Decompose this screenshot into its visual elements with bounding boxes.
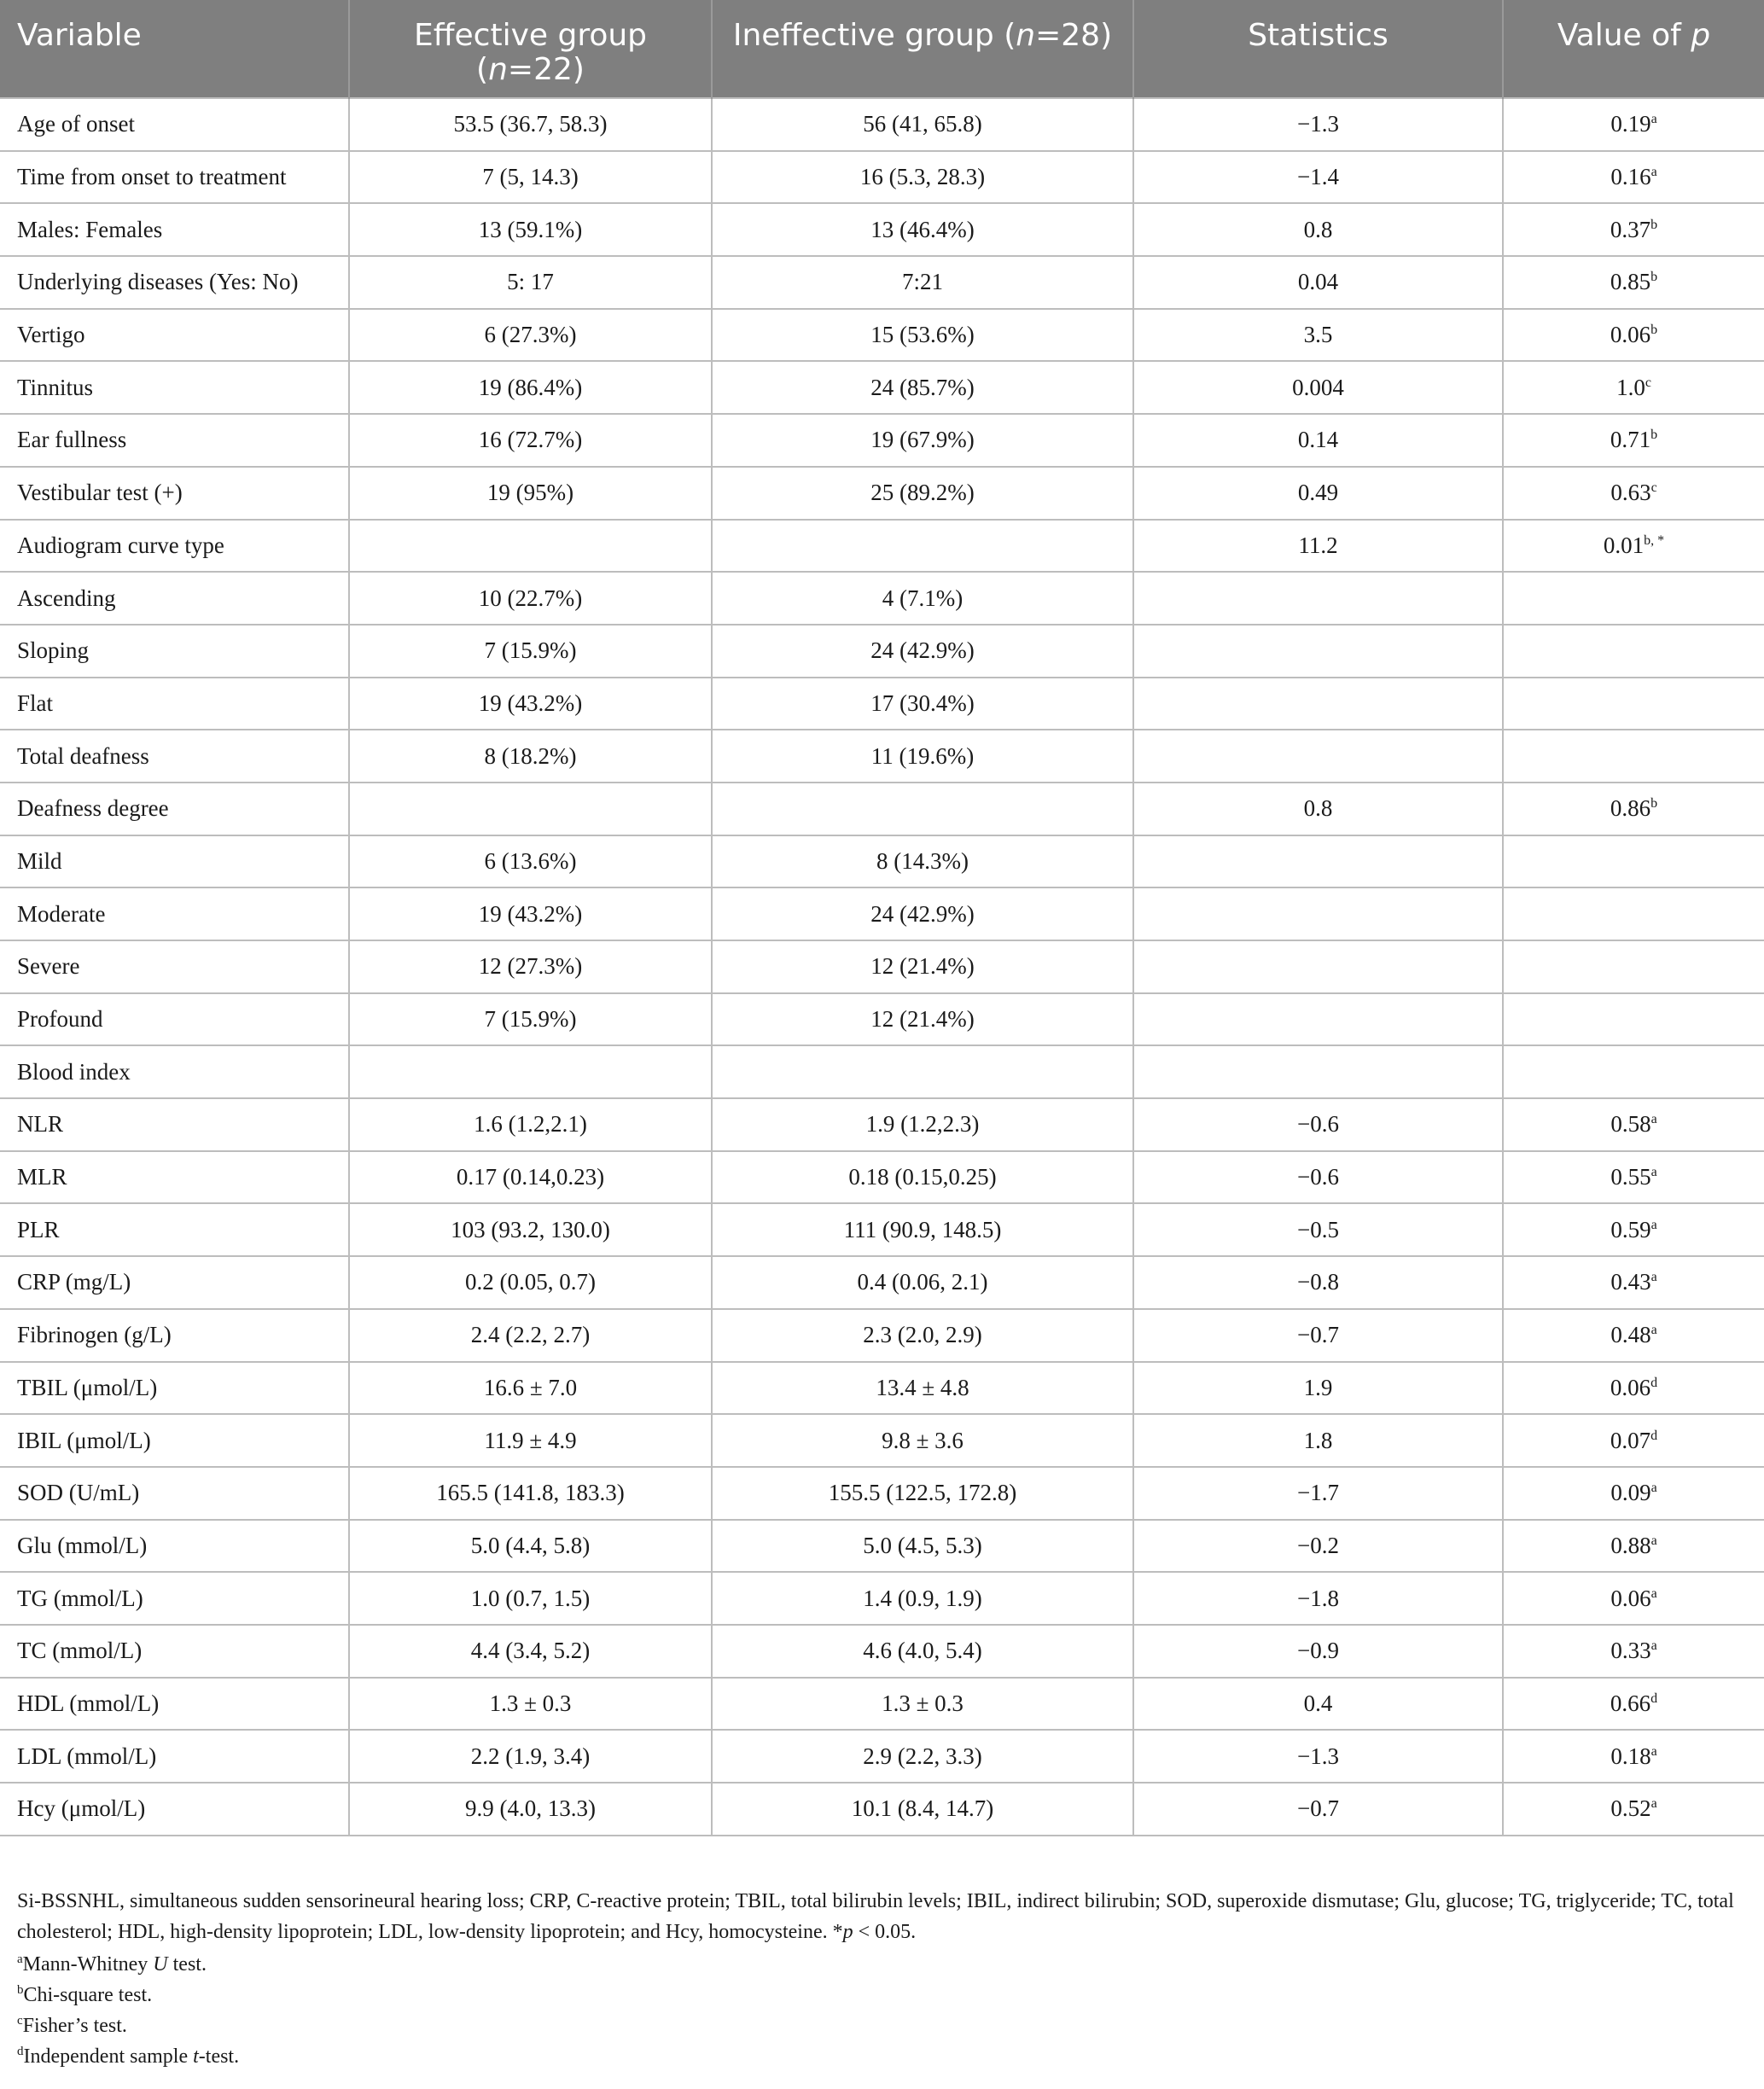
cell-effective: 19 (95%) — [349, 467, 712, 520]
cell-p-value — [1503, 1309, 1764, 1362]
cell-effective: 19 (86.4%) — [349, 361, 712, 414]
cell-effective: 7 (15.9%) — [349, 993, 712, 1046]
cell-variable: Total deafness — [0, 730, 349, 783]
p-value-footnote-mark: a — [1650, 1165, 1657, 1180]
cell-statistics: 0.49 — [1133, 467, 1503, 520]
cell-statistics: −1.3 — [1133, 98, 1503, 151]
cell-ineffective: 25 (89.2%) — [712, 467, 1133, 520]
cell-effective: 13 (59.1%) — [349, 203, 712, 256]
cell-ineffective: 2.9 (2.2, 3.3) — [712, 1730, 1133, 1783]
cell-ineffective: 16 (5.3, 28.3) — [712, 151, 1133, 204]
cell-p-value — [1503, 993, 1764, 1046]
cell-variable: Underlying diseases (Yes: No) — [0, 256, 349, 309]
cell-effective: 1.6 (1.2,2.1) — [349, 1098, 712, 1151]
cell-variable: Profound — [0, 993, 349, 1046]
table-body — [0, 98, 1764, 1836]
cell-variable: Age of onset — [0, 98, 349, 151]
cell-variable: IBIL (μmol/L) — [0, 1414, 349, 1467]
cell-statistics: −0.7 — [1133, 1783, 1503, 1836]
cell-variable: Deafness degree — [0, 783, 349, 835]
cell-p-value — [1503, 1362, 1764, 1415]
p-value-footnote-mark: a — [1650, 1586, 1657, 1601]
cell-p-value — [1503, 1730, 1764, 1783]
header-statistics: Statistics — [1133, 0, 1503, 98]
cell-variable: HDL (mmol/L) — [0, 1678, 349, 1731]
cell-p-value — [1503, 887, 1764, 940]
cell-variable: Severe — [0, 940, 349, 993]
cell-p-value — [1503, 414, 1764, 467]
p-value-footnote-mark: d — [1650, 1428, 1658, 1443]
p-value-footnote-mark: a — [1650, 1323, 1657, 1338]
cell-ineffective: 5.0 (4.5, 5.3) — [712, 1520, 1133, 1573]
cell-ineffective: 15 (53.6%) — [712, 309, 1133, 362]
cell-ineffective: 11 (19.6%) — [712, 730, 1133, 783]
footnote-mark: d — [17, 2045, 24, 2058]
footnote-italic: U — [153, 1953, 168, 1976]
footnote-mark: b — [17, 1983, 24, 1997]
cell-statistics: 1.8 — [1133, 1414, 1503, 1467]
cell-statistics: 11.2 — [1133, 520, 1503, 573]
p-value-text: 0.66 — [1610, 1690, 1651, 1716]
table-row — [0, 1678, 1764, 1731]
header-effective-group: Effective group (n=22) — [349, 0, 712, 98]
table-row — [0, 1362, 1764, 1415]
table-row — [0, 940, 1764, 993]
cell-statistics — [1133, 1045, 1503, 1098]
cell-ineffective: 7:21 — [712, 256, 1133, 309]
cell-statistics: −0.6 — [1133, 1151, 1503, 1204]
cell-ineffective: 24 (85.7%) — [712, 361, 1133, 414]
cell-variable: LDL (mmol/L) — [0, 1730, 349, 1783]
cell-variable: Time from onset to treatment — [0, 151, 349, 204]
cell-ineffective: 12 (21.4%) — [712, 940, 1133, 993]
cell-effective: 2.4 (2.2, 2.7) — [349, 1309, 712, 1362]
table-row — [0, 151, 1764, 204]
cell-ineffective: 13 (46.4%) — [712, 203, 1133, 256]
footnote-text: Independent sample — [23, 2045, 194, 2068]
cell-p-value — [1503, 1572, 1764, 1625]
cell-ineffective: 2.3 (2.0, 2.9) — [712, 1309, 1133, 1362]
table-row — [0, 520, 1764, 573]
footnote-item — [17, 1980, 1741, 2010]
p-value-footnote-mark: a — [1650, 1112, 1657, 1127]
header-p-value: Value of p — [1503, 0, 1764, 98]
cell-statistics: 3.5 — [1133, 309, 1503, 362]
cell-ineffective: 1.3 ± 0.3 — [712, 1678, 1133, 1731]
cell-ineffective: 24 (42.9%) — [712, 625, 1133, 678]
cell-ineffective: 19 (67.9%) — [712, 414, 1133, 467]
cell-ineffective: 24 (42.9%) — [712, 887, 1133, 940]
cell-variable: Sloping — [0, 625, 349, 678]
header-ineffective-group: Ineffective group (n=28) — [712, 0, 1133, 98]
cell-p-value — [1503, 1783, 1764, 1836]
footnote-text-end: -test. — [198, 2045, 240, 2068]
cell-p-value — [1503, 940, 1764, 993]
cell-variable: Mild — [0, 835, 349, 888]
cell-statistics: 0.4 — [1133, 1678, 1503, 1731]
footnote-text: Chi-square test. — [23, 1984, 153, 2006]
p-value-footnote-mark: d — [1650, 1690, 1658, 1706]
cell-p-value — [1503, 783, 1764, 835]
cell-ineffective: 12 (21.4%) — [712, 993, 1133, 1046]
footnote-text: Fisher’s test. — [22, 2015, 127, 2037]
p-value-text: 0.06 — [1610, 1585, 1651, 1611]
cell-variable: CRP (mg/L) — [0, 1256, 349, 1309]
cell-variable: TC (mmol/L) — [0, 1625, 349, 1678]
cell-effective: 4.4 (3.4, 5.2) — [349, 1625, 712, 1678]
cell-variable: Vertigo — [0, 309, 349, 362]
cell-ineffective: 1.9 (1.2,2.3) — [712, 1098, 1133, 1151]
table-row — [0, 993, 1764, 1046]
cell-statistics — [1133, 625, 1503, 678]
p-value-footnote-mark: a — [1650, 1638, 1657, 1654]
table-row — [0, 203, 1764, 256]
cell-effective: 12 (27.3%) — [349, 940, 712, 993]
cell-p-value — [1503, 467, 1764, 520]
footnote-mark: c — [17, 2014, 23, 2028]
table-row — [0, 1783, 1764, 1836]
p-value-text: 0.07 — [1610, 1427, 1651, 1453]
cell-p-value — [1503, 1625, 1764, 1678]
cell-variable: TG (mmol/L) — [0, 1572, 349, 1625]
cell-statistics — [1133, 993, 1503, 1046]
p-value-footnote-mark: b, * — [1644, 532, 1665, 548]
cell-p-value — [1503, 1520, 1764, 1573]
footnote-text: Mann-Whitney — [22, 1953, 154, 1976]
cell-variable: NLR — [0, 1098, 349, 1151]
cell-p-value — [1503, 1414, 1764, 1467]
cell-statistics: −0.7 — [1133, 1309, 1503, 1362]
footnote-list — [17, 1949, 1741, 2072]
table-row — [0, 1203, 1764, 1256]
cell-ineffective: 155.5 (122.5, 172.8) — [712, 1467, 1133, 1520]
table-row — [0, 361, 1764, 414]
cell-effective: 53.5 (36.7, 58.3) — [349, 98, 712, 151]
cell-effective: 2.2 (1.9, 3.4) — [349, 1730, 712, 1783]
p-value-footnote-mark: b — [1650, 217, 1658, 232]
cell-effective: 1.3 ± 0.3 — [349, 1678, 712, 1731]
cell-effective: 165.5 (141.8, 183.3) — [349, 1467, 712, 1520]
p-value-footnote-mark: b — [1650, 270, 1658, 285]
table-row — [0, 783, 1764, 835]
cell-p-value — [1503, 678, 1764, 730]
cell-statistics: −1.3 — [1133, 1730, 1503, 1783]
cell-statistics: −0.5 — [1133, 1203, 1503, 1256]
table-row — [0, 835, 1764, 888]
cell-p-value — [1503, 1151, 1764, 1204]
cell-statistics: −1.8 — [1133, 1572, 1503, 1625]
cell-effective: 0.17 (0.14,0.23) — [349, 1151, 712, 1204]
cell-variable: Ear fullness — [0, 414, 349, 467]
cell-effective: 19 (43.2%) — [349, 887, 712, 940]
p-value-footnote-mark: a — [1650, 165, 1657, 180]
table-row — [0, 1730, 1764, 1783]
p-value-text: 0.63 — [1610, 480, 1651, 506]
footnote-abbreviations: Si-BSSNHL, simultaneous sudden sensorineural hearing loss; CRP, C-reactive protein; TBIL, total bilirubin levels; IBIL, indirect bilirubin; SOD, superoxide dismutase; Glu, glucose; TG, triglyceride; TC, total cholesterol; HDL, high-density lipoprotein; LDL, low-density lipoprotein; and Hcy, homocysteine. *p < 0.05. — [17, 1890, 1734, 1943]
cell-ineffective: 4.6 (4.0, 5.4) — [712, 1625, 1133, 1678]
table-row — [0, 98, 1764, 151]
table-row — [0, 1467, 1764, 1520]
header-variable: Variable — [0, 0, 349, 98]
footnote-mark: a — [17, 1952, 23, 1966]
cell-effective: 10 (22.7%) — [349, 572, 712, 625]
cell-p-value — [1503, 835, 1764, 888]
table-row — [0, 730, 1764, 783]
p-value-text: 0.55 — [1610, 1164, 1651, 1190]
cell-variable: TBIL (μmol/L) — [0, 1362, 349, 1415]
p-value-text: 0.85 — [1610, 269, 1651, 295]
cell-variable: SOD (U/mL) — [0, 1467, 349, 1520]
table-row — [0, 309, 1764, 362]
cell-p-value — [1503, 256, 1764, 309]
table-row — [0, 467, 1764, 520]
footnote-item — [17, 2041, 1741, 2072]
cell-variable: Males: Females — [0, 203, 349, 256]
footnote-item — [17, 2010, 1741, 2041]
cell-p-value — [1503, 1678, 1764, 1731]
cell-p-value — [1503, 520, 1764, 573]
cell-effective — [349, 520, 712, 573]
cell-statistics — [1133, 835, 1503, 888]
cell-variable: Tinnitus — [0, 361, 349, 414]
cell-effective: 6 (27.3%) — [349, 309, 712, 362]
table-row — [0, 678, 1764, 730]
cell-ineffective — [712, 783, 1133, 835]
p-value-footnote-mark: b — [1650, 323, 1658, 338]
cell-variable: Glu (mmol/L) — [0, 1520, 349, 1573]
cell-ineffective: 4 (7.1%) — [712, 572, 1133, 625]
cell-statistics: 0.004 — [1133, 361, 1503, 414]
footnote-item — [17, 1949, 1741, 1980]
cell-p-value — [1503, 98, 1764, 151]
cell-ineffective: 17 (30.4%) — [712, 678, 1133, 730]
p-value-footnote-mark: a — [1650, 1481, 1657, 1496]
table-row — [0, 1625, 1764, 1678]
cell-variable: MLR — [0, 1151, 349, 1204]
cell-statistics: 0.8 — [1133, 203, 1503, 256]
cell-ineffective: 8 (14.3%) — [712, 835, 1133, 888]
p-value-text: 0.09 — [1610, 1480, 1651, 1506]
p-value-text: 0.33 — [1610, 1638, 1651, 1664]
p-value-text: 0.06 — [1610, 1374, 1651, 1400]
p-value-text: 0.88 — [1610, 1532, 1651, 1558]
footnote-text-end: test. — [167, 1953, 207, 1976]
p-value-text: 0.48 — [1610, 1322, 1651, 1348]
p-value-text: 0.86 — [1610, 795, 1651, 822]
cell-statistics — [1133, 730, 1503, 783]
p-value-footnote-mark: b — [1650, 428, 1658, 443]
cell-effective: 6 (13.6%) — [349, 835, 712, 888]
cell-variable: Audiogram curve type — [0, 520, 349, 573]
cell-statistics: −0.8 — [1133, 1256, 1503, 1309]
cell-p-value — [1503, 1467, 1764, 1520]
p-value-footnote-mark: a — [1650, 1217, 1657, 1232]
cell-p-value — [1503, 309, 1764, 362]
cell-effective: 7 (5, 14.3) — [349, 151, 712, 204]
cell-ineffective: 13.4 ± 4.8 — [712, 1362, 1133, 1415]
table-row — [0, 1098, 1764, 1151]
cell-effective: 16 (72.7%) — [349, 414, 712, 467]
p-value-text: 0.06 — [1610, 322, 1651, 348]
cell-p-value — [1503, 625, 1764, 678]
table-row — [0, 1572, 1764, 1625]
cell-variable: Moderate — [0, 887, 349, 940]
cell-variable: PLR — [0, 1203, 349, 1256]
cell-effective — [349, 1045, 712, 1098]
table-row — [0, 1256, 1764, 1309]
cell-statistics — [1133, 678, 1503, 730]
cell-statistics: 0.14 — [1133, 414, 1503, 467]
cell-effective — [349, 783, 712, 835]
cell-ineffective: 56 (41, 65.8) — [712, 98, 1133, 151]
table-row — [0, 1045, 1764, 1098]
cell-effective: 0.2 (0.05, 0.7) — [349, 1256, 712, 1309]
cell-variable: Ascending — [0, 572, 349, 625]
cell-ineffective: 0.18 (0.15,0.25) — [712, 1151, 1133, 1204]
cell-statistics: 1.9 — [1133, 1362, 1503, 1415]
cell-effective: 5: 17 — [349, 256, 712, 309]
table-footnotes — [17, 1886, 1741, 2072]
cell-p-value — [1503, 361, 1764, 414]
p-value-text: 0.43 — [1610, 1269, 1651, 1295]
p-value-footnote-mark: a — [1650, 1533, 1657, 1548]
p-value-text: 0.71 — [1610, 427, 1651, 453]
p-value-text: 0.37 — [1610, 216, 1651, 242]
cell-effective: 16.6 ± 7.0 — [349, 1362, 712, 1415]
p-value-footnote-mark: c — [1645, 375, 1651, 390]
cell-statistics: −1.7 — [1133, 1467, 1503, 1520]
cell-variable: Blood index — [0, 1045, 349, 1098]
p-value-text: 0.58 — [1610, 1111, 1651, 1138]
cell-effective: 7 (15.9%) — [349, 625, 712, 678]
cell-statistics: −0.2 — [1133, 1520, 1503, 1573]
table-row — [0, 1151, 1764, 1204]
cell-effective: 19 (43.2%) — [349, 678, 712, 730]
cell-ineffective: 0.4 (0.06, 2.1) — [712, 1256, 1133, 1309]
cell-p-value — [1503, 1256, 1764, 1309]
cell-p-value — [1503, 1098, 1764, 1151]
cell-statistics — [1133, 887, 1503, 940]
p-value-footnote-mark: a — [1650, 1796, 1657, 1812]
p-value-text: 0.16 — [1610, 164, 1651, 190]
cell-variable: Flat — [0, 678, 349, 730]
cell-ineffective — [712, 1045, 1133, 1098]
table-row — [0, 1414, 1764, 1467]
cell-statistics: −0.6 — [1133, 1098, 1503, 1151]
cell-statistics — [1133, 940, 1503, 993]
cell-ineffective: 1.4 (0.9, 1.9) — [712, 1572, 1133, 1625]
cell-p-value — [1503, 1045, 1764, 1098]
p-value-text: 0.19 — [1610, 111, 1651, 137]
p-value-footnote-mark: a — [1650, 112, 1657, 127]
cell-ineffective: 10.1 (8.4, 14.7) — [712, 1783, 1133, 1836]
cell-p-value — [1503, 730, 1764, 783]
cell-variable: Hcy (μmol/L) — [0, 1783, 349, 1836]
table-row — [0, 1309, 1764, 1362]
cell-statistics: 0.04 — [1133, 256, 1503, 309]
table-row — [0, 1520, 1764, 1573]
cell-p-value — [1503, 572, 1764, 625]
p-value-footnote-mark: a — [1650, 1270, 1657, 1285]
cell-variable: Vestibular test (+) — [0, 467, 349, 520]
cell-effective: 5.0 (4.4, 5.8) — [349, 1520, 712, 1573]
cell-effective: 1.0 (0.7, 1.5) — [349, 1572, 712, 1625]
cell-p-value — [1503, 1203, 1764, 1256]
p-value-footnote-mark: d — [1650, 1375, 1658, 1390]
cell-statistics — [1133, 572, 1503, 625]
cell-statistics: 0.8 — [1133, 783, 1503, 835]
cell-ineffective: 111 (90.9, 148.5) — [712, 1203, 1133, 1256]
table-row — [0, 887, 1764, 940]
table-row — [0, 414, 1764, 467]
cell-statistics: −0.9 — [1133, 1625, 1503, 1678]
p-value-text: 1.0 — [1616, 374, 1645, 400]
p-value-footnote-mark: a — [1650, 1743, 1657, 1759]
table-row — [0, 256, 1764, 309]
cell-variable: Fibrinogen (g/L) — [0, 1309, 349, 1362]
cell-statistics: −1.4 — [1133, 151, 1503, 204]
table-header — [0, 0, 1764, 98]
p-value-text: 0.59 — [1610, 1216, 1651, 1242]
p-value-text: 0.52 — [1610, 1795, 1651, 1822]
cell-p-value — [1503, 203, 1764, 256]
header-row — [0, 0, 1764, 98]
cell-ineffective — [712, 520, 1133, 573]
cell-effective: 103 (93.2, 130.0) — [349, 1203, 712, 1256]
cell-effective: 9.9 (4.0, 13.3) — [349, 1783, 712, 1836]
cell-p-value — [1503, 151, 1764, 204]
p-value-footnote-mark: b — [1650, 796, 1658, 812]
cell-effective: 11.9 ± 4.9 — [349, 1414, 712, 1467]
table-row — [0, 572, 1764, 625]
p-value-text: 0.01 — [1603, 532, 1645, 558]
table-row — [0, 625, 1764, 678]
cell-ineffective: 9.8 ± 3.6 — [712, 1414, 1133, 1467]
p-value-footnote-mark: c — [1650, 480, 1657, 496]
p-value-text: 0.18 — [1610, 1743, 1651, 1769]
cell-effective: 8 (18.2%) — [349, 730, 712, 783]
footnote-italic: t — [193, 2045, 199, 2068]
